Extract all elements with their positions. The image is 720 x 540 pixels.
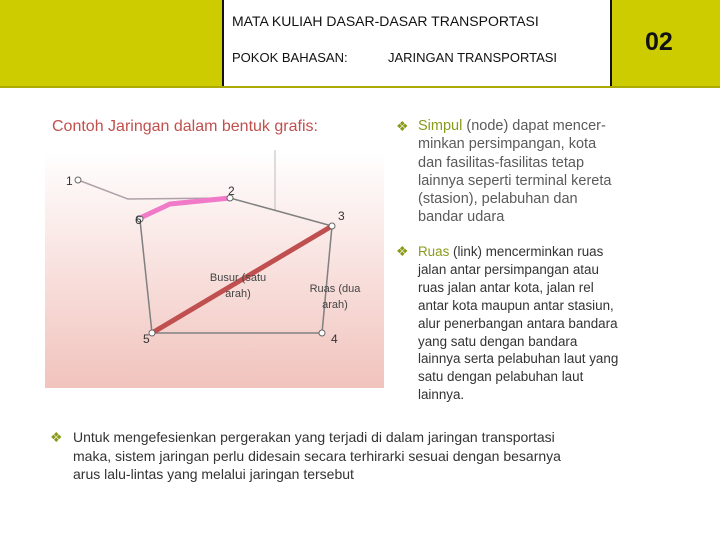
node-4: [319, 330, 325, 336]
node-label-3: 3: [338, 209, 345, 223]
bullet-ruas-line: lainnya serta pelabuhan laut yang: [418, 351, 619, 367]
node-label-6: 6: [135, 213, 142, 227]
bullet-ruas-line: yang satu dengan bandara: [418, 333, 578, 349]
node-1: [75, 177, 81, 183]
node-label-5: 5: [143, 332, 150, 346]
topic-label: POKOK BAHASAN:: [232, 50, 348, 65]
bullet-term: Ruas: [418, 244, 450, 259]
bullet-simpul-line: minkan persimpangan, kota: [418, 136, 597, 153]
diagram-caption: Contoh Jaringan dalam bentuk grafis:: [52, 118, 318, 135]
bullet-ruas-line: ruas jalan antar kota, jalan rel: [418, 279, 594, 295]
bullet-simpul-line: lainnya seperti terminal kereta: [418, 172, 612, 189]
bullet-simpul-line: Simpul (node) dapat mencer-: [418, 118, 606, 134]
bullet-ruas-line: antar kota maupun antar stasiun,: [418, 297, 614, 313]
bullet-diamond-icon: ❖: [50, 429, 63, 445]
bullet-ruas-line: jalan antar persimpangan atau: [418, 261, 599, 277]
diagram-background: [45, 150, 384, 388]
bullet-simpul-line: (stasion), pelabuhan dan: [418, 191, 578, 208]
bullet-bottom: [50, 428, 673, 484]
bullet-ruas-line: Ruas (link) mencerminkan ruas: [418, 244, 604, 259]
bullet-ruas: [396, 243, 675, 404]
bullet-ruas-line: alur penerbangan antara bandara: [418, 315, 618, 331]
bullet-bottom-line: Untuk mengefesienkan pergerakan yang terjadi di dalam jaringan transportasi: [73, 429, 555, 445]
node-3: [329, 223, 335, 229]
bullet-diamond-icon: ❖: [396, 118, 409, 134]
bullet-bottom-line: maka, sistem jaringan perlu didesain secara terhirarki sesuai dengan besarnya: [73, 447, 561, 464]
node-label-2: 2: [228, 184, 235, 198]
bullet-bottom-line: arus lalu-lintas yang melalui jaringan tersebut: [73, 466, 354, 482]
slide-number: 02: [645, 28, 673, 56]
node-5: [149, 330, 155, 336]
course-title: MATA KULIAH DASAR-DASAR TRANSPORTASI: [232, 13, 539, 29]
bullet-diamond-icon: ❖: [396, 243, 409, 259]
one-way-link-label-line2: arah): [225, 288, 251, 300]
bullet-term: Simpul: [418, 118, 463, 134]
bullet-ruas-line: satu dengan pelabuhan laut: [418, 369, 584, 385]
bullet-ruas-line: lainnya.: [418, 387, 465, 403]
two-way-link-label-line1: Ruas (dua: [309, 283, 361, 295]
bullet-simpul: [396, 117, 670, 227]
node-label-4: 4: [331, 332, 338, 346]
node-label-1: 1: [66, 174, 73, 188]
one-way-link-label-line1: Busur (satu: [209, 272, 267, 284]
two-way-link-label-line2: arah): [322, 299, 348, 311]
bullet-simpul-line: bandar udara: [418, 209, 505, 226]
topic-value: JARINGAN TRANSPORTASI: [388, 50, 558, 65]
bullet-simpul-line: dan fasilitas-fasilitas tetap: [418, 154, 585, 171]
